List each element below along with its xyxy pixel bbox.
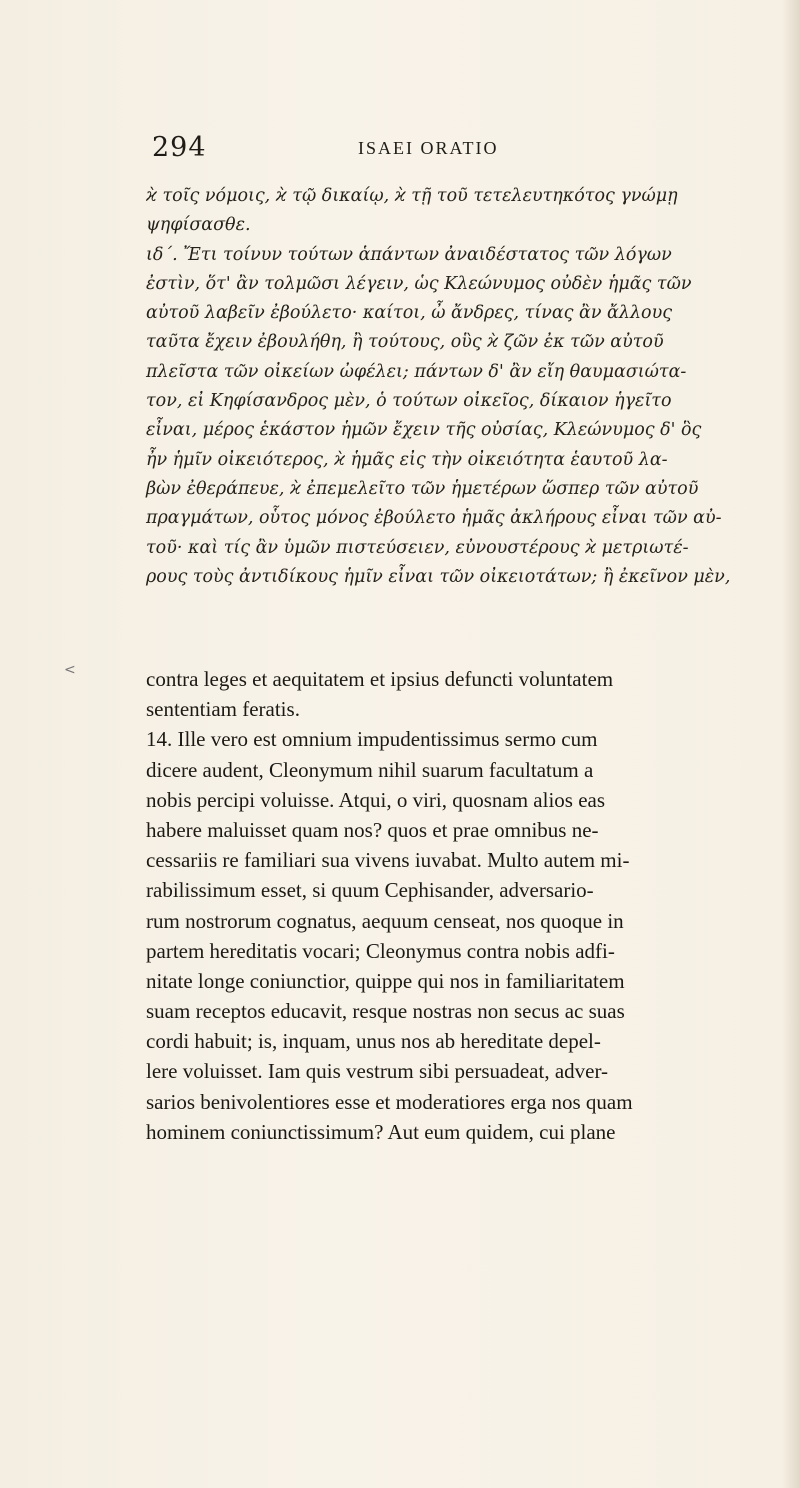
greek-line: εἶναι, μέρος ἑκάστον ἡμῶν ἔχειν τῆς οὐσίας, Κλεώνυμος δ' ὃς [146, 420, 702, 441]
latin-line: contra leges et aequitatem et ipsius defuncti voluntatem [146, 667, 614, 691]
greek-line: ἐστὶν, ὅτ' ἂν τολμῶσι λέγειν, ὡς Κλεώνυμος οὐδὲν ἡμᾶς τῶν [146, 273, 692, 294]
latin-line: rum nostrorum cognatus, aequum censeat, nos quoque in [146, 908, 624, 933]
greek-line: αὐτοῦ λαβεῖν ἐβούλετο· καίτοι, ὦ ἄνδρες, τίνας ἂν ἄλλους [146, 303, 673, 324]
greek-line: ταῦτα ἔχειν ἐβουλήθη, ἢ τούτους, οὓς ϰ̀ ζῶν ἐκ τῶν αὐτοῦ [146, 332, 664, 353]
latin-line: 14. Ille vero est omnium impudentissimus sermo cum [146, 727, 598, 752]
latin-line: nitate longe coniunctior, quippe qui nos in familiaritatem [146, 968, 625, 993]
latin-line: sarios benivolentiores esse et moderatiores erga nos quam [146, 1089, 633, 1114]
latin-line: hominem coniunctissimum? Aut eum quidem, cui plane [146, 1119, 616, 1144]
latin-line: habere maluisset quam nos? quos et prae omnibus ne- [146, 817, 599, 842]
latin-line: sententiam feratis. [146, 697, 300, 722]
latin-line: cordi habuit; is, inquam, unus nos ab hereditate depel- [146, 1029, 601, 1054]
page-header [148, 132, 738, 172]
greek-text-block [146, 182, 786, 592]
greek-line: πλεῖστα τῶν οἰκείων ὠφέλει; πάντων δ' ἂν εἴη θαυμασιώτα- [146, 361, 687, 382]
greek-line: βὼν ἐθεράπευε, ϰ̀ ἐπεμελεῖτο τῶν ἡμετέρων ὥσπερ τῶν αὐτοῦ [146, 478, 699, 499]
greek-line: ιδ΄. Ἔτι τοίνυν τούτων ἁπάντων ἀναιδέστατος τῶν λόγων [146, 244, 672, 265]
latin-line: dicere audent, Cleonymum nihil suarum facultatum a [146, 757, 594, 782]
greek-line: ρους τοὺς ἀντιδίκους ἡμῖν εἶναι τῶν οἰκειοτάτων; ἢ ἐκεῖνον μὲν, [146, 566, 731, 587]
margin-mark: < [64, 662, 76, 678]
latin-text-block [146, 664, 786, 1147]
latin-line: suam receptos educavit, resque nostras non secus ac suas [146, 999, 625, 1024]
latin-line: cessariis re familiari sua vivens iuvabat. Multo autem mi- [146, 848, 630, 873]
greek-line: ϰ̀ τοῖς νόμοις, ϰ̀ τῷ δικαίῳ, ϰ̀ τῇ τοῦ τετελευτηκότος γνώμῃ [146, 186, 678, 206]
latin-line: rabilissimum esset, si quum Cephisander, adversario- [146, 878, 594, 903]
page-number: 294 [152, 132, 207, 163]
latin-line: lere voluisset. Iam quis vestrum sibi persuadeat, adver- [146, 1059, 609, 1084]
greek-line: ψηφίσασθε. [146, 215, 251, 236]
greek-line: τον, εἰ Κηφίσανδρος μὲν, ὁ τούτων οἰκεῖος, δίκαιον ἡγεῖτο [146, 391, 672, 412]
greek-line: ἦν ἡμῖν οἰκειότερος, ϰ̀ ἡμᾶς εἰς τὴν οἰκειότητα ἑαυτοῦ λα- [146, 449, 668, 470]
latin-line: partem hereditatis vocari; Cleonymus contra nobis adfi- [146, 938, 615, 963]
latin-line: nobis percipi voluisse. Atqui, o viri, quosnam alios eas [146, 787, 606, 812]
running-head: ISAEI ORATIO [358, 138, 499, 158]
greek-line: πραγμάτων, οὗτος μόνος ἐβούλετο ἡμᾶς ἀκλήρους εἶναι τῶν αὐ- [146, 508, 722, 529]
greek-line: τοῦ· καὶ τίς ἂν ὑμῶν πιστεύσειεν, εὐνουστέρους ϰ̀ μετριωτέ- [146, 537, 689, 558]
